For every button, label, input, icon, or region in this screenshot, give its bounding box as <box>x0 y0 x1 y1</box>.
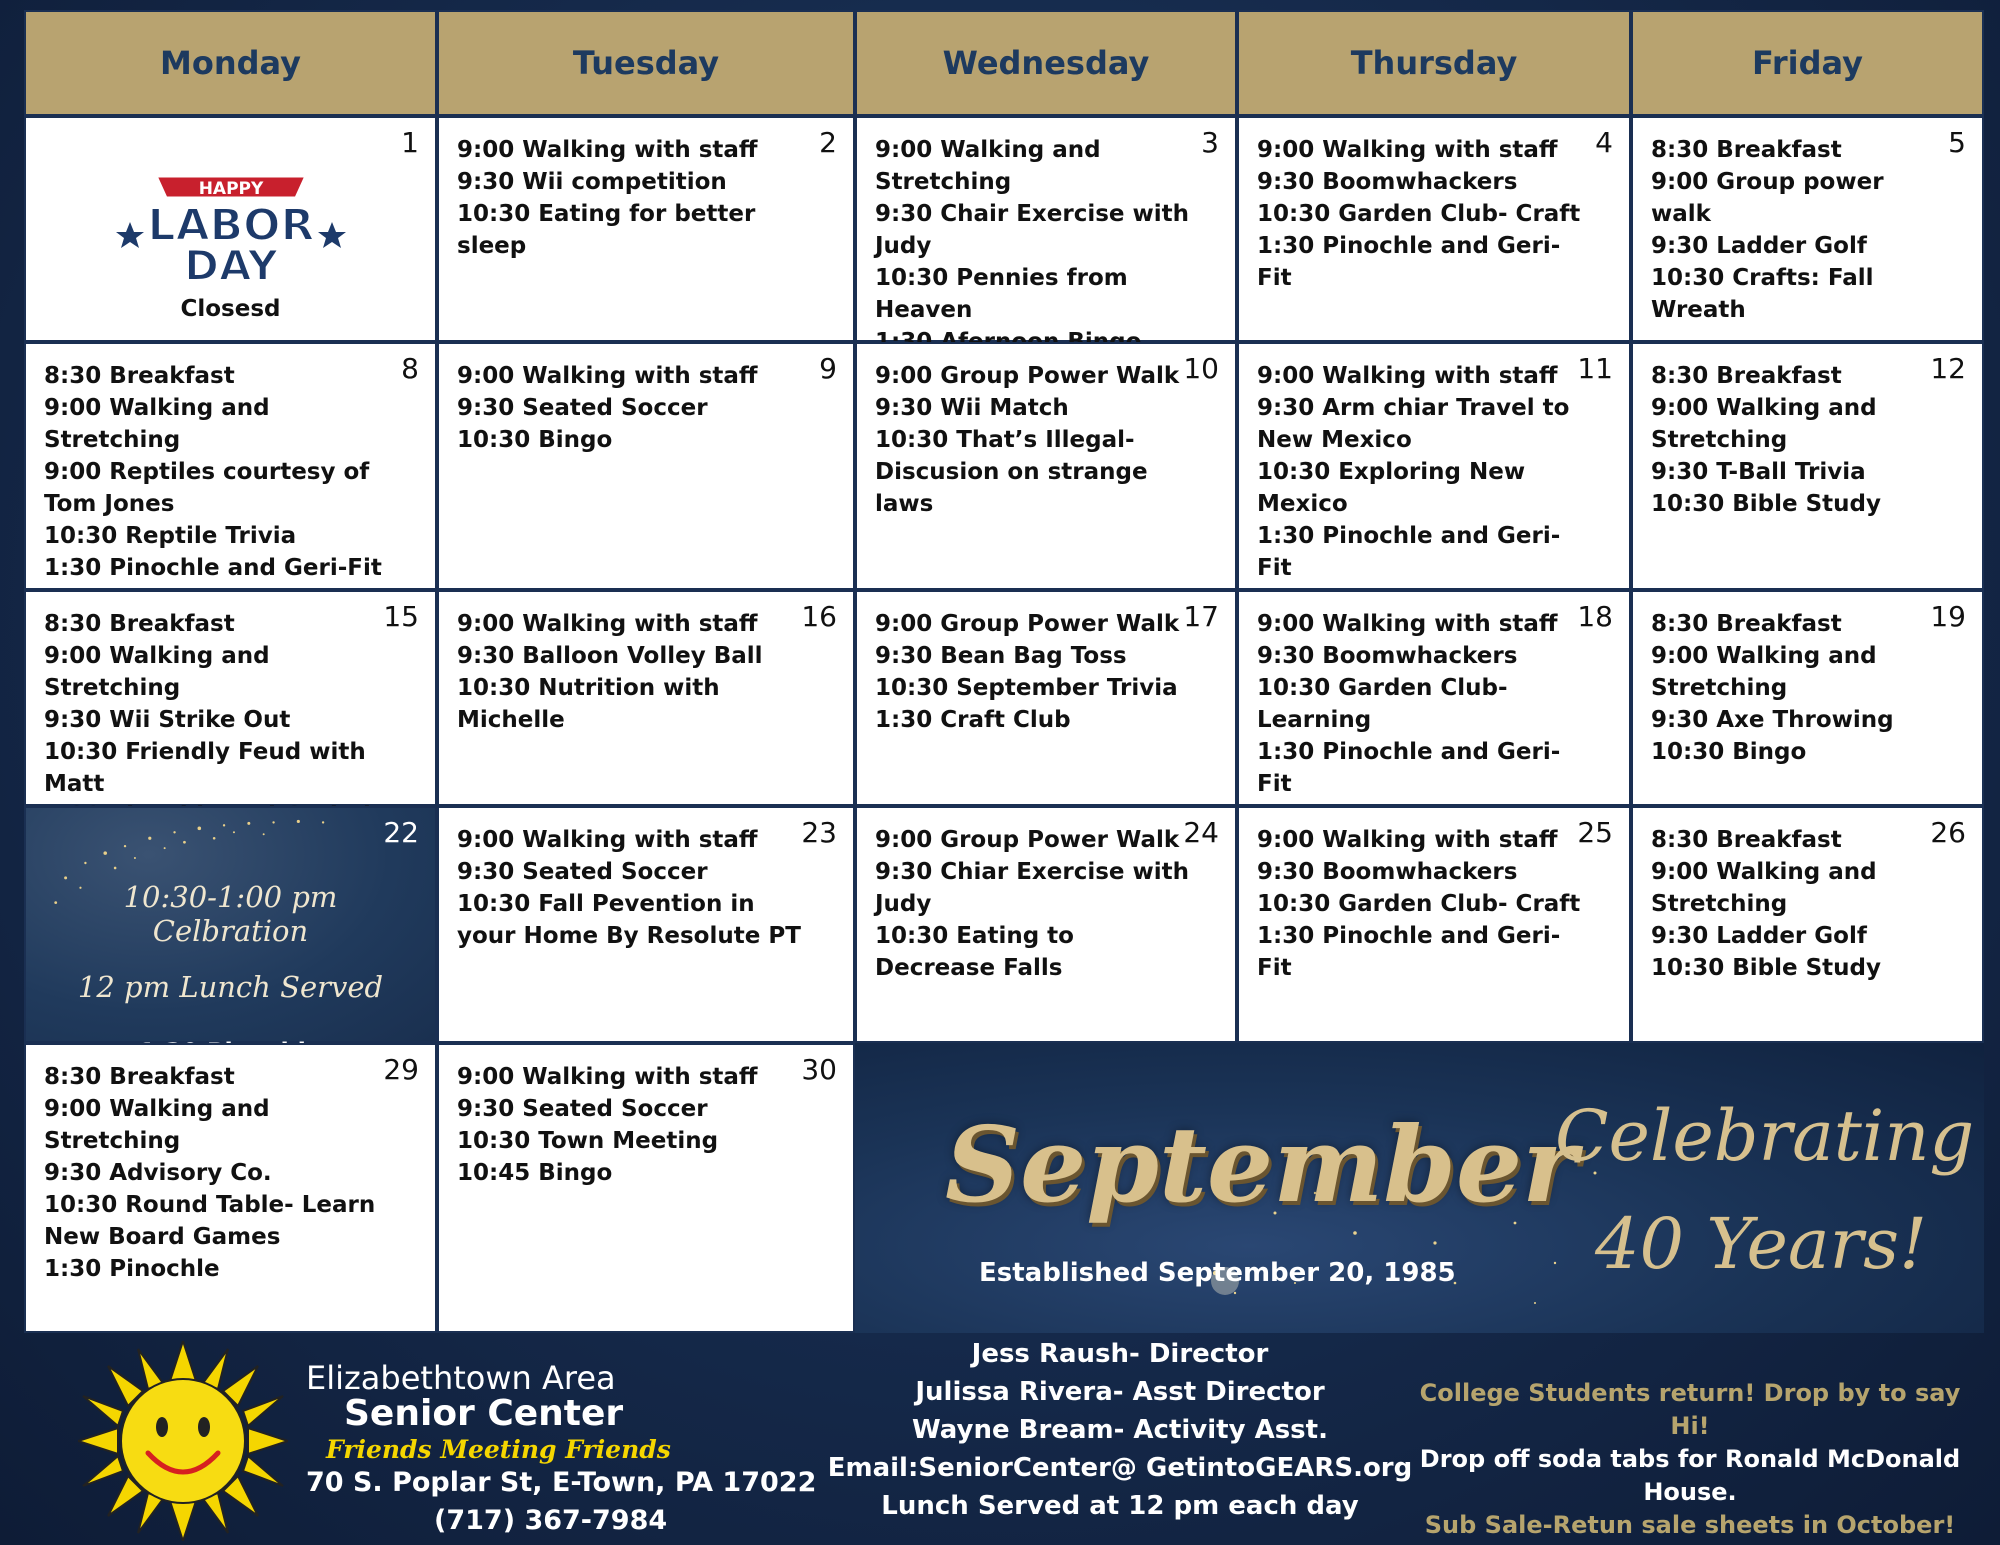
day-events: 9:00 Walking with staff 9:30 Boomwhackers 10:30 Garden Club- Learning 1:30 Pinochle and Geri-Fit <box>1257 611 1561 797</box>
day-number: 29 <box>383 1053 419 1086</box>
day-number: 1 <box>401 126 419 159</box>
day-events: 9:00 Group Power Walk 9:30 Chiar Exercise with Judy 10:30 Eating to Decrease Falls <box>875 827 1190 981</box>
day-number: 16 <box>801 600 837 633</box>
day-number: 19 <box>1930 600 1966 633</box>
month-title: September <box>945 1103 1577 1226</box>
announcement-soda-tabs: Drop off soda tabs for Ronald McDonald House. <box>1419 1445 1961 1506</box>
day-number: 12 <box>1930 352 1966 385</box>
day-events: 9:00 Walking with staff 9:30 Seated Soccer 10:30 Town Meeting 10:45 Bingo <box>457 1064 758 1186</box>
org-phone: (717) 367-7984 <box>434 1505 668 1536</box>
september-banner <box>855 1043 1984 1333</box>
day-number: 5 <box>1948 126 1966 159</box>
day-cell-26 <box>1631 806 1984 1043</box>
day-cell-9 <box>437 342 855 590</box>
years-text: 40 Years! <box>1595 1203 1928 1285</box>
header-wednesday: Wednesday <box>855 10 1237 116</box>
day-number: 22 <box>383 816 419 849</box>
day-cell-17 <box>855 590 1237 806</box>
day-events: 9:00 Walking and Stretching 9:30 Chair Exercise with Judy 10:30 Pennies from Heaven <box>875 137 1190 323</box>
lunch-note: Lunch Served at 12 pm each day <box>881 1491 1359 1521</box>
svg-text:LABOR: LABOR <box>147 200 314 251</box>
day-events: 9:00 Group Power Walk 9:30 Bean Bag Toss 10:30 September Trivia 1:30 Craft Club <box>875 611 1180 733</box>
day-cell-15 <box>24 590 437 806</box>
header-thursday: Thursday <box>1237 10 1631 116</box>
day-cell-24 <box>855 806 1237 1043</box>
day-number: 2 <box>819 126 837 159</box>
svg-text:HAPPY: HAPPY <box>198 179 263 199</box>
day-number: 9 <box>819 352 837 385</box>
day-cell-16 <box>437 590 855 806</box>
day-number: 30 <box>801 1053 837 1086</box>
day-events: 9:00 Walking with staff 9:30 Balloon Volley Ball 10:30 Nutrition with Michelle <box>457 611 763 733</box>
day-cell-10 <box>855 342 1237 590</box>
org-name-line1: Elizabethtown Area <box>306 1359 616 1397</box>
established-date: Established September 20, 1985 <box>979 1258 1456 1288</box>
day-events: 8:30 Breakfast 9:00 Walking and Stretching 9:30 Wii Strike Out 10:30 Friendly Feud with Matt <box>44 611 366 797</box>
day-cell-23 <box>437 806 855 1043</box>
day-number: 11 <box>1577 352 1613 385</box>
staff-asst-director: Julissa Rivera- Asst Director <box>915 1377 1325 1407</box>
day-cell-22 <box>24 806 437 1043</box>
day-events: 8:30 Breakfast 9:00 Walking and Stretching 9:00 Reptiles courtesy of Tom Jones 10:30 Reptile Trivia 1:30 Pinochle and Geri-Fit <box>44 363 382 581</box>
lunch-served-note: 12 pm Lunch Served <box>77 970 384 1004</box>
day-cell-25 <box>1237 806 1631 1043</box>
celebration-time: 10:30-1:00 pm Celbration <box>123 880 338 948</box>
announcements <box>1400 1377 1980 1542</box>
header-monday: Monday <box>24 10 437 116</box>
day-number: 18 <box>1577 600 1613 633</box>
day-events: 9:00 Walking with staff 9:30 Wii competition 10:30 Eating for better sleep <box>457 137 758 259</box>
announcement-college: College Students return! Drop by to say Hi! <box>1419 1379 1961 1440</box>
day-cell-19 <box>1631 590 1984 806</box>
day-cell-30 <box>437 1043 855 1333</box>
day-cell-2 <box>437 116 855 342</box>
day-number: 15 <box>383 600 419 633</box>
day-events: 8:30 Breakfast 9:00 Walking and Stretching 9:30 Advisory Co. 10:30 Round Table- Learn New Board Games 1:30 Pinochle <box>44 1064 376 1282</box>
day-cell-29 <box>24 1043 437 1333</box>
day-cell-3 <box>855 116 1237 342</box>
day-events: 9:00 Walking with staff 9:30 Seated Soccer 10:30 Bingo <box>457 363 758 453</box>
day-number: 8 <box>401 352 419 385</box>
day-number: 4 <box>1595 126 1613 159</box>
day-cell-18 <box>1237 590 1631 806</box>
day-events: 8:30 Breakfast 9:00 Group power walk 9:30 Ladder Golf 10:30 Crafts: Fall Wreath <box>1651 137 1884 323</box>
day-cell-12 <box>1631 342 1984 590</box>
closed-label: Closesd <box>180 296 281 322</box>
day-cell-4 <box>1237 116 1631 342</box>
announcement-sub-sale: Sub Sale-Retun sale sheets in October! <box>1424 1511 1956 1539</box>
contact-email: Email:SeniorCenter@ GetintoGEARS.org <box>827 1453 1413 1483</box>
day-number: 17 <box>1183 600 1219 633</box>
footer <box>0 1335 2000 1545</box>
day-cell-5 <box>1631 116 1984 342</box>
day-number: 25 <box>1577 816 1613 849</box>
org-address: 70 S. Poplar St, E-Town, PA 17022 <box>306 1467 817 1498</box>
header-tuesday: Tuesday <box>437 10 855 116</box>
day-events: 9:00 Walking with staff 9:30 Boomwhackers 10:30 Garden Club- Craft 1:30 Pinochle and Geri-Fit <box>1257 137 1581 291</box>
org-name-line2: Senior Center <box>344 1393 624 1434</box>
svg-text:DAY: DAY <box>183 241 278 290</box>
day-events: 9:00 Group Power Walk 9:30 Wii Match 10:30 That’s Illegal- Discusion on strange laws <box>875 363 1180 517</box>
calendar-grid <box>24 10 1984 1335</box>
day-number: 3 <box>1201 126 1219 159</box>
day-events: 8:30 Breakfast 9:00 Walking and Stretching 9:30 T-Ball Trivia 10:30 Bible Study <box>1651 363 1881 517</box>
staff-director: Jess Raush- Director <box>971 1339 1269 1369</box>
day-events: 9:00 Walking with staff 9:30 Arm chiar Travel to New Mexico 10:30 Exploring New Mexico 1:30 Pinochle and Geri-Fit <box>1257 363 1570 581</box>
day-number: 23 <box>801 816 837 849</box>
labor-day-logo-icon <box>116 162 346 292</box>
celebrating-text: Celebrating <box>1555 1095 1975 1177</box>
day-cell-8 <box>24 342 437 590</box>
day-events: 8:30 Breakfast 9:00 Walking and Stretching 9:30 Axe Throwing 10:30 Bingo <box>1651 611 1894 765</box>
day-cell-1 <box>24 116 437 342</box>
org-tagline: Friends Meeting Friends <box>326 1435 671 1464</box>
smiling-sun-logo-icon <box>78 1341 288 1541</box>
day-number: 10 <box>1183 352 1219 385</box>
staff-list <box>820 1335 1420 1525</box>
day-cell-11 <box>1237 342 1631 590</box>
day-number: 24 <box>1183 816 1219 849</box>
staff-activity-asst: Wayne Bream- Activity Asst. <box>912 1415 1328 1445</box>
day-number: 26 <box>1930 816 1966 849</box>
day-events: 8:30 Breakfast 9:00 Walking and Stretching 9:30 Ladder Golf 10:30 Bible Study <box>1651 827 1881 981</box>
day-events: 9:00 Walking with staff 9:30 Boomwhackers 10:30 Garden Club- Craft 1:30 Pinochle and Geri-Fit <box>1257 827 1581 981</box>
day-events: 9:00 Walking with staff 9:30 Seated Soccer 10:30 Fall Pevention in your Home By Resolute PT <box>457 827 801 949</box>
header-friday: Friday <box>1631 10 1984 116</box>
